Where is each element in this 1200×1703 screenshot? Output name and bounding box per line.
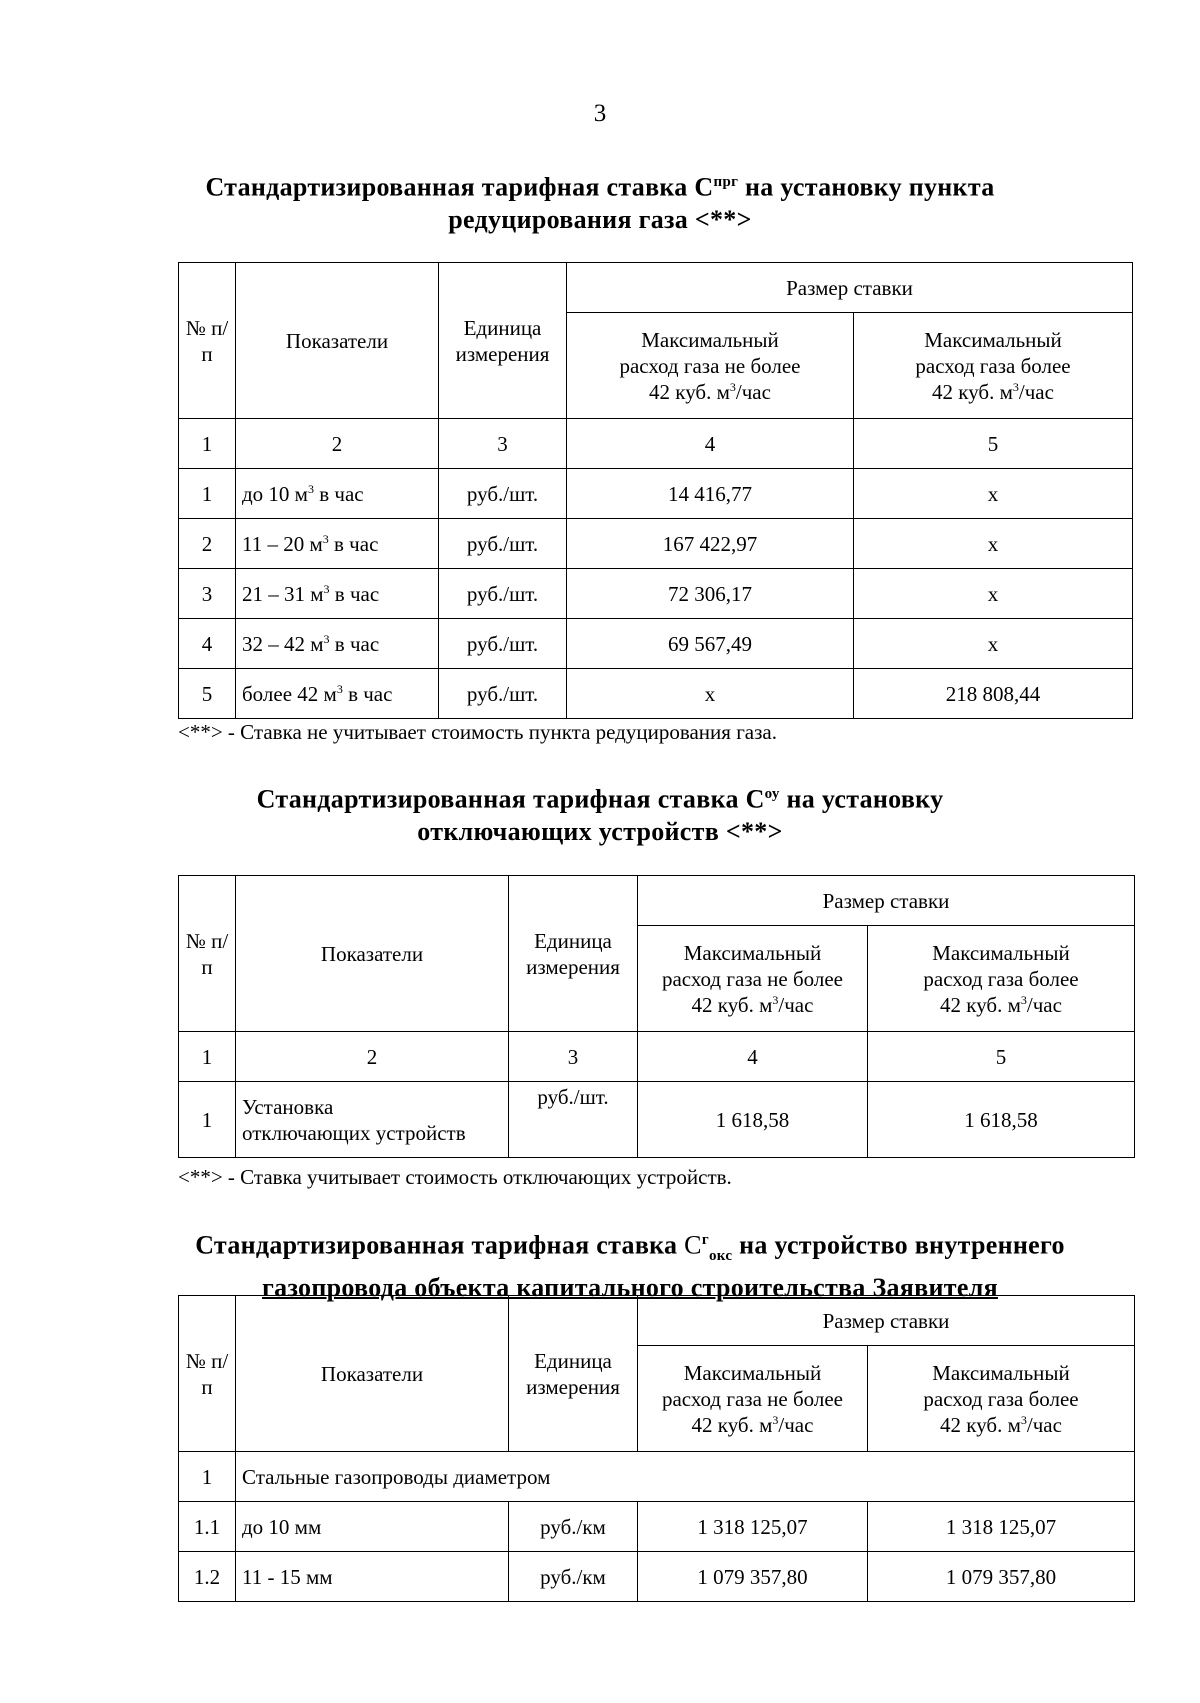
- table-row: 1 Установка отключающих устройств руб./шт. 1 618,58 1 618,58: [179, 1082, 1135, 1158]
- header-indicators: Показатели: [236, 876, 509, 1032]
- header-max-le: Максимальный расход газа не более 42 куб. $м^3$/час: [638, 1346, 868, 1452]
- header-max-gt: Максимальный расход газа более 42 куб. $м^3$/час: [868, 926, 1135, 1032]
- table-row: 4 32 – 42 $м^3$ в час руб./шт. 69 567,49 x: [179, 619, 1133, 669]
- column-numbers-row: 1 2 3 4 5: [179, 1032, 1135, 1082]
- section3-title-line2: газопровода объекта капитального строительства Заявителя: [262, 1272, 998, 1302]
- section1-title-sup: прг: [713, 174, 739, 190]
- table-row: 1.1 до 10 мм руб./км 1 318 125,07 1 318 125,07: [179, 1502, 1135, 1552]
- section1-title: [130, 166, 1070, 236]
- header-indicators: Показатели: [236, 1296, 509, 1452]
- header-max-gt: Максимальный расход газа более 42 куб. $м^3$/час: [868, 1346, 1135, 1452]
- table-row: 3 21 – 31 $м^3$ в час руб./шт. 72 306,17 x: [179, 569, 1133, 619]
- group-row: 1 Стальные газопроводы диаметром: [179, 1452, 1135, 1502]
- header-unit: Единица измерения: [439, 263, 567, 419]
- column-numbers-row: 1 2 3 4 5: [179, 419, 1133, 469]
- header-max-gt: Максимальный расход газа более 42 куб. $м^3$/час: [854, 313, 1133, 419]
- header-indicators: Показатели: [236, 263, 439, 419]
- header-max-le: Максимальный расход газа не более 42 куб. $м^3$/час: [567, 313, 854, 419]
- table-row: 1.2 11 - 15 мм руб./км 1 079 357,80 1 079 357,80: [179, 1552, 1135, 1602]
- section2-title-line2: отключающих устройств <**>: [417, 816, 783, 846]
- section1-title-after: на установку пункта: [738, 172, 995, 202]
- section1-title-line2: редуцирования газа <**>: [448, 204, 752, 234]
- page-number: 3: [593, 100, 607, 127]
- table-row: 1 до 10 $м^3$ в час руб./шт. 14 416,77 x: [179, 469, 1133, 519]
- header-rate: Размер ставки: [567, 263, 1133, 313]
- section3-title: [150, 1224, 1110, 1304]
- header-num: № п/п: [179, 876, 236, 1032]
- header-unit: Единица измерения: [509, 876, 638, 1032]
- header-num: № п/п: [179, 263, 236, 419]
- section3-title-sub: окс: [708, 1247, 733, 1264]
- section3-table: [178, 1295, 1135, 1602]
- table-row: 2 11 – 20 $м^3$ в час руб./шт. 167 422,97 x: [179, 519, 1133, 569]
- section1-title-before: Стандартизированная тарифная ставка С: [205, 172, 714, 202]
- section3-title-symbol: С: [684, 1230, 702, 1260]
- section1-table: [178, 262, 1133, 719]
- section3-title-before: Стандартизированная тарифная ставка: [195, 1230, 685, 1260]
- header-rate: Размер ставки: [638, 1296, 1135, 1346]
- section3-title-after: на устройство внутреннего: [732, 1230, 1065, 1260]
- section2-table: [178, 875, 1135, 1158]
- header-num: № п/п: [179, 1296, 236, 1452]
- section2-title-before: Стандартизированная тарифная ставка С: [256, 784, 765, 814]
- section3-title-sup: г: [701, 1232, 709, 1248]
- header-rate: Размер ставки: [638, 876, 1135, 926]
- section2-title-after: на установку: [779, 784, 944, 814]
- header-unit: Единица измерения: [509, 1296, 638, 1452]
- table-row: 5 более 42 $м^3$ в час руб./шт. x 218 808,44: [179, 669, 1133, 719]
- header-max-le: Максимальный расход газа не более 42 куб. $м^3$/час: [638, 926, 868, 1032]
- section2-title: [130, 778, 1070, 848]
- section2-footnote: <**> - Ставка учитывает стоимость отключающих устройств.: [178, 1165, 732, 1189]
- section1-footnote: <**> - Ставка не учитывает стоимость пункта редуцирования газа.: [178, 720, 777, 744]
- section2-title-sup: оу: [764, 786, 780, 802]
